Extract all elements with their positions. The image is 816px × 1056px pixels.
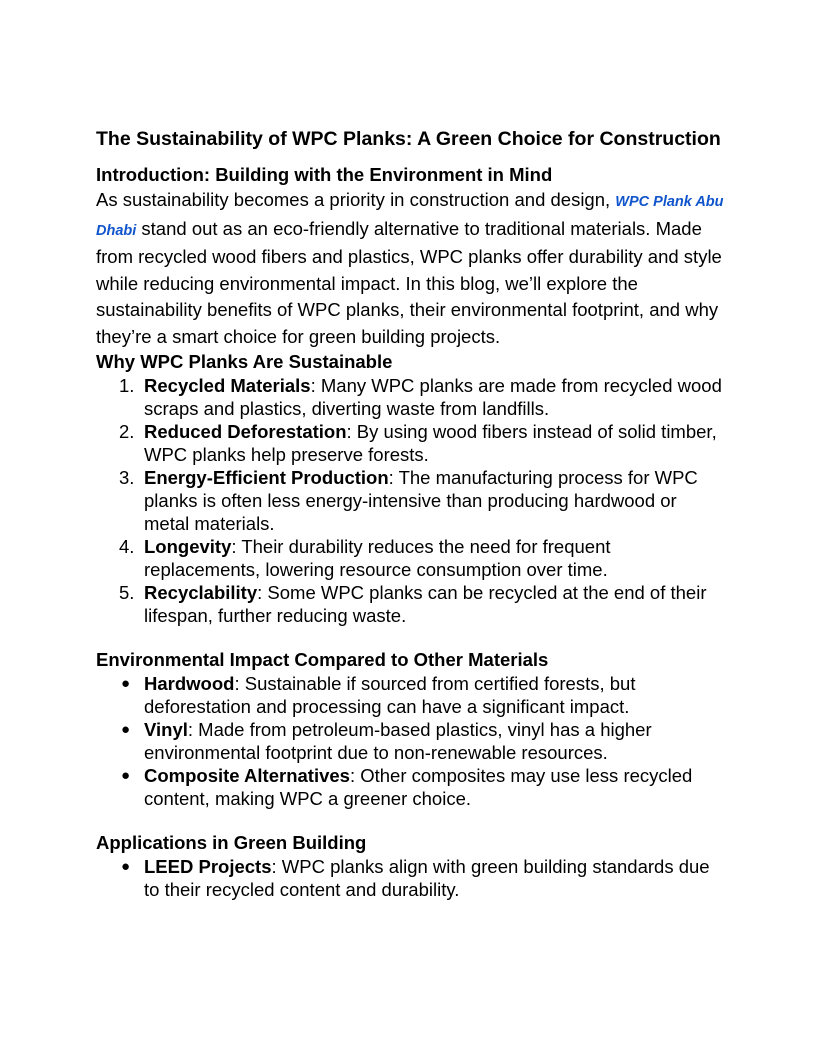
intro-paragraph xyxy=(96,187,726,350)
list-item-term: Vinyl xyxy=(144,719,188,740)
list-item xyxy=(96,581,726,627)
why-sustainable-list xyxy=(96,374,726,627)
list-item-text: : WPC planks align with green building standards due to their recycled content and durability. xyxy=(144,856,710,900)
list-item-text: : Made from petroleum-based plastics, vinyl has a higher environmental footprint due to non-renewable resources. xyxy=(144,719,652,763)
bullet-icon: ● xyxy=(121,721,131,738)
wpc-plank-abu-dhabi-link[interactable]: WPC Plank Abu Dhabi xyxy=(96,194,724,239)
list-number: 4. xyxy=(119,536,135,557)
list-item-term: Recycled Materials xyxy=(144,375,311,396)
list-item-text: : By using wood fibers instead of solid timber, WPC planks help preserve forests. xyxy=(144,421,717,465)
why-sustainable-heading: Why WPC Planks Are Sustainable xyxy=(96,351,393,372)
list-item-term: Hardwood xyxy=(144,673,235,694)
list-item-text: : Their durability reduces the need for frequent replacements, lowering resource consumption over time. xyxy=(144,536,611,580)
list-item-term: Longevity xyxy=(144,536,232,557)
list-number: 1. xyxy=(119,375,135,396)
intro-text-before-link: As sustainability becomes a priority in construction and design, xyxy=(96,189,616,210)
list-item xyxy=(96,855,726,901)
list-item-text: : Other composites may use less recycled content, making WPC a greener choice. xyxy=(144,765,693,809)
list-number: 5. xyxy=(119,582,135,603)
environmental-impact-list xyxy=(96,672,726,810)
list-number: 2. xyxy=(119,421,135,442)
bullet-icon: ● xyxy=(121,767,131,784)
intro-text-after-link: stand out as an eco-friendly alternative to traditional materials. Made from recycled wood fibers and plastics, WPC planks offer durability and style while reducing environmental impact. In this blog, we’ll explore the sustainability benefits of WPC planks, their environmental footprint, and why they’re a smart choice for green building projects. xyxy=(96,217,722,347)
list-item xyxy=(96,420,726,466)
list-item xyxy=(96,374,726,420)
list-item-text: : Sustainable if sourced from certified forests, but deforestation and processing can have a significant impact. xyxy=(144,673,636,717)
bullet-icon: ● xyxy=(121,858,131,875)
list-item-text: : Many WPC planks are made from recycled wood scraps and plastics, diverting waste from landfills. xyxy=(144,375,722,419)
bullet-icon: ● xyxy=(121,675,131,692)
list-item xyxy=(96,718,726,764)
list-item-term: Recyclability xyxy=(144,582,258,603)
list-item-term: Composite Alternatives xyxy=(144,765,350,786)
applications-list xyxy=(96,855,726,901)
intro-heading: Introduction: Building with the Environment in Mind xyxy=(96,164,553,185)
list-item-text: : The manufacturing process for WPC planks is often less energy-intensive than producing hardwood or metal materials. xyxy=(144,467,698,534)
list-item xyxy=(96,466,726,535)
document-title: The Sustainability of WPC Planks: A Green Choice for Construction xyxy=(96,128,721,150)
list-item-term: Energy-Efficient Production xyxy=(144,467,389,488)
list-item-term: LEED Projects xyxy=(144,856,272,877)
list-item-text: : Some WPC planks can be recycled at the end of their lifespan, further reducing waste. xyxy=(144,582,707,626)
document-page xyxy=(96,125,726,901)
list-item-term: Reduced Deforestation xyxy=(144,421,347,442)
environmental-impact-heading: Environmental Impact Compared to Other Materials xyxy=(96,649,549,670)
applications-heading: Applications in Green Building xyxy=(96,832,367,853)
list-item xyxy=(96,672,726,718)
list-number: 3. xyxy=(119,467,135,488)
list-item xyxy=(96,764,726,810)
list-item xyxy=(96,535,726,581)
